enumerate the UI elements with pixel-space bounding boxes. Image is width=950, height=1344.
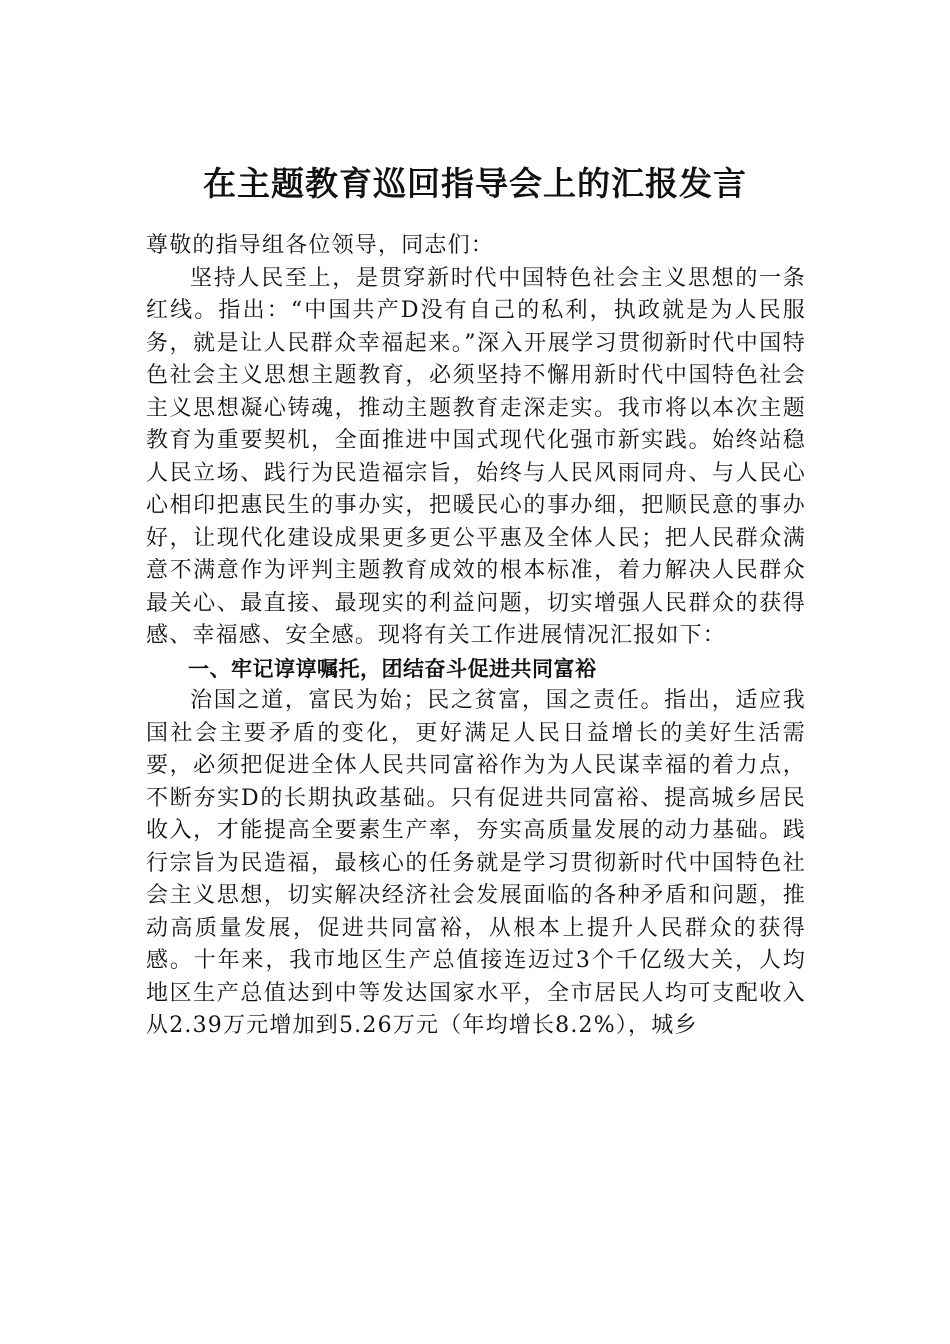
paragraph-intro: 坚持人民至上，是贯穿新时代中国特色社会主义思想的一条红线。指出：“中国共产D没有自己的私利，执政就是为人民服务，就是让人民群众幸福起来。”深入开展学习贯彻新时代中国特色社会主义思想主题教育，必须坚持不懈用新时代中国特色社会主义思想凝心铸魂，推动主题教育走深走实。我市将以本次主题教育为重要契机，全面推进中国式现代化强市新实践。始终站稳人民立场、践行为民造福宗旨，始终与人民风雨同舟、与人民心心相印把惠民生的事办实，把暖民心的事办细，把顺民意的事办好，让现代化建设成果更多更公平惠及全体人民；把人民群众满意不满意作为评判主题教育成效的根本标准，着力解决人民群众最关心、最直接、最现实的利益问题，切实增强人民群众的获得感、幸福感、安全感。现将有关工作进展情况汇报如下： [146, 265, 806, 648]
paragraph-section-1: 治国之道，富民为始；民之贫富，国之责任。指出，适应我国社会主要矛盾的变化，更好满足人民日益增长的美好生活需要，必须把促进全体人民共同富裕作为为人民谋幸福的着力点，不断夯实D的长期执政基础。只有促进共同富裕、提高城乡居民收入，才能提高全要素生产率，夯实高质量发展的动力基础。践行宗旨为民造福，最核心的任务就是学习贯彻新时代中国特色社会主义思想，切实解决经济社会发展面临的各种矛盾和问题，推动高质量发展，促进共同富裕，从根本上提升人民群众的获得感。十年来，我市地区生产总值接连迈过3个千亿级大关，人均地区生产总值达到中等发达国家水平，全市居民人均可支配收入从2.39万元增加到5.26万元（年均增长8.2%），城乡 [146, 688, 806, 1038]
section-heading-1: 一、牢记谆谆嘱托，团结奋斗促进共同富裕 [188, 656, 597, 681]
document-body [146, 230, 806, 1043]
salutation: 尊敬的指导组各位领导，同志们： [146, 233, 495, 258]
document-title: 在主题教育巡回指导会上的汇报发言 [203, 164, 747, 203]
